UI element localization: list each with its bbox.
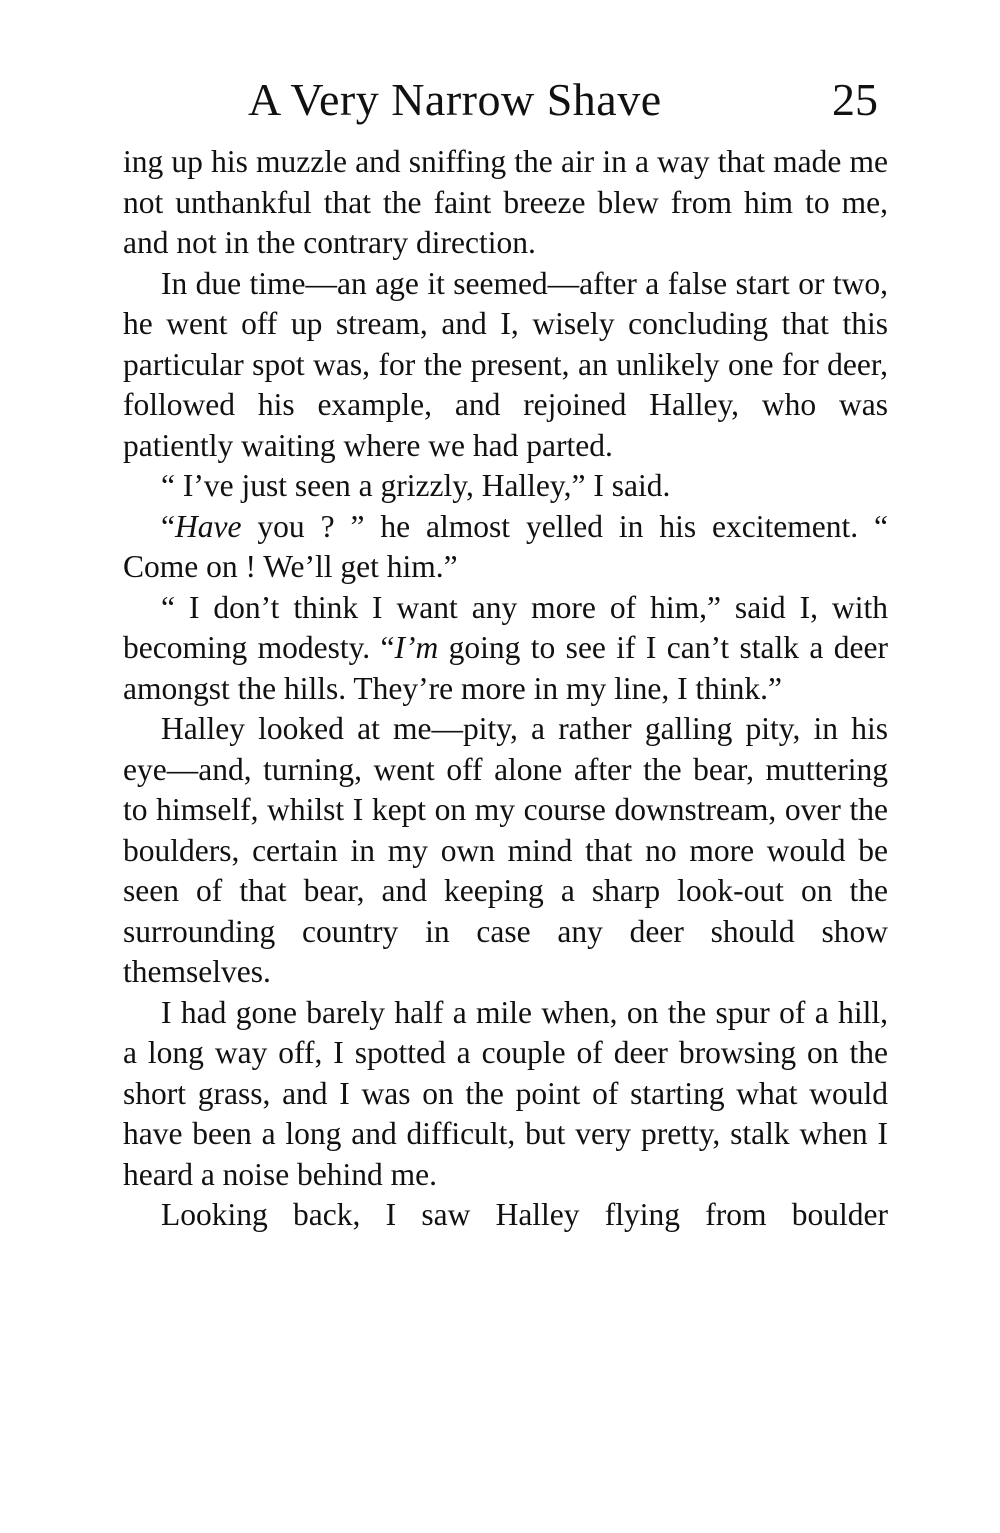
quote-mark: “ bbox=[161, 508, 175, 544]
paragraph: Looking back, I saw Halley flying from boulder bbox=[161, 1197, 888, 1232]
paragraph: Halley looked at me—pity, a rather galling pity, in his eye—and, turning, went off alone after the bear, muttering to himself, whilst I kept on my course downstream, over the boulders, certain in my own mind that no more would be seen of that bear, and keeping a sharp look-out on the surrounding country in case any deer should show themselves. bbox=[123, 711, 888, 989]
paragraph bbox=[123, 507, 888, 588]
italic-word: Have bbox=[174, 508, 242, 544]
running-head bbox=[0, 72, 1000, 132]
chapter-title: A Very Narrow Shave bbox=[248, 74, 662, 125]
paragraph: In due time—an age it seemed—after a false start or two, he went off up stream, and I, wisely concluding that this particular spot was, for the present, an unlikely one for deer, followed his example, and rejoined Halley, who was patiently waiting where we had parted. bbox=[123, 265, 888, 463]
paragraph bbox=[123, 588, 888, 710]
paragraph: ing up his muzzle and sniffing the air in a way that made me not unthankful that the faint breeze blew from him to me, and not in the contrary direction. bbox=[123, 144, 888, 260]
paragraph-text: you ? ” he almost yelled in his excitement. “ Come on ! We’ll get him.” bbox=[123, 508, 888, 584]
page-number: 25 bbox=[832, 74, 878, 125]
paragraph: I had gone barely half a mile when, on the spur of a hill, a long way off, I spotted a couple of deer browsing on the short grass, and I was on the point of starting what would have been a long and difficult, but very pretty, stalk when I heard a noise behind me. bbox=[123, 994, 888, 1192]
paragraph-text: going to see if I can’t stalk a deer amongst the hills. They’re more in my line, I think.” bbox=[123, 630, 888, 706]
paragraph: “ I’ve just seen a grizzly, Halley,” I said. bbox=[161, 468, 671, 503]
italic-word: I’m bbox=[394, 630, 439, 665]
body-text bbox=[123, 142, 888, 1236]
paragraph-text: “ I don’t think I want any more of him,” said I, with becoming modesty. “ bbox=[123, 589, 888, 665]
